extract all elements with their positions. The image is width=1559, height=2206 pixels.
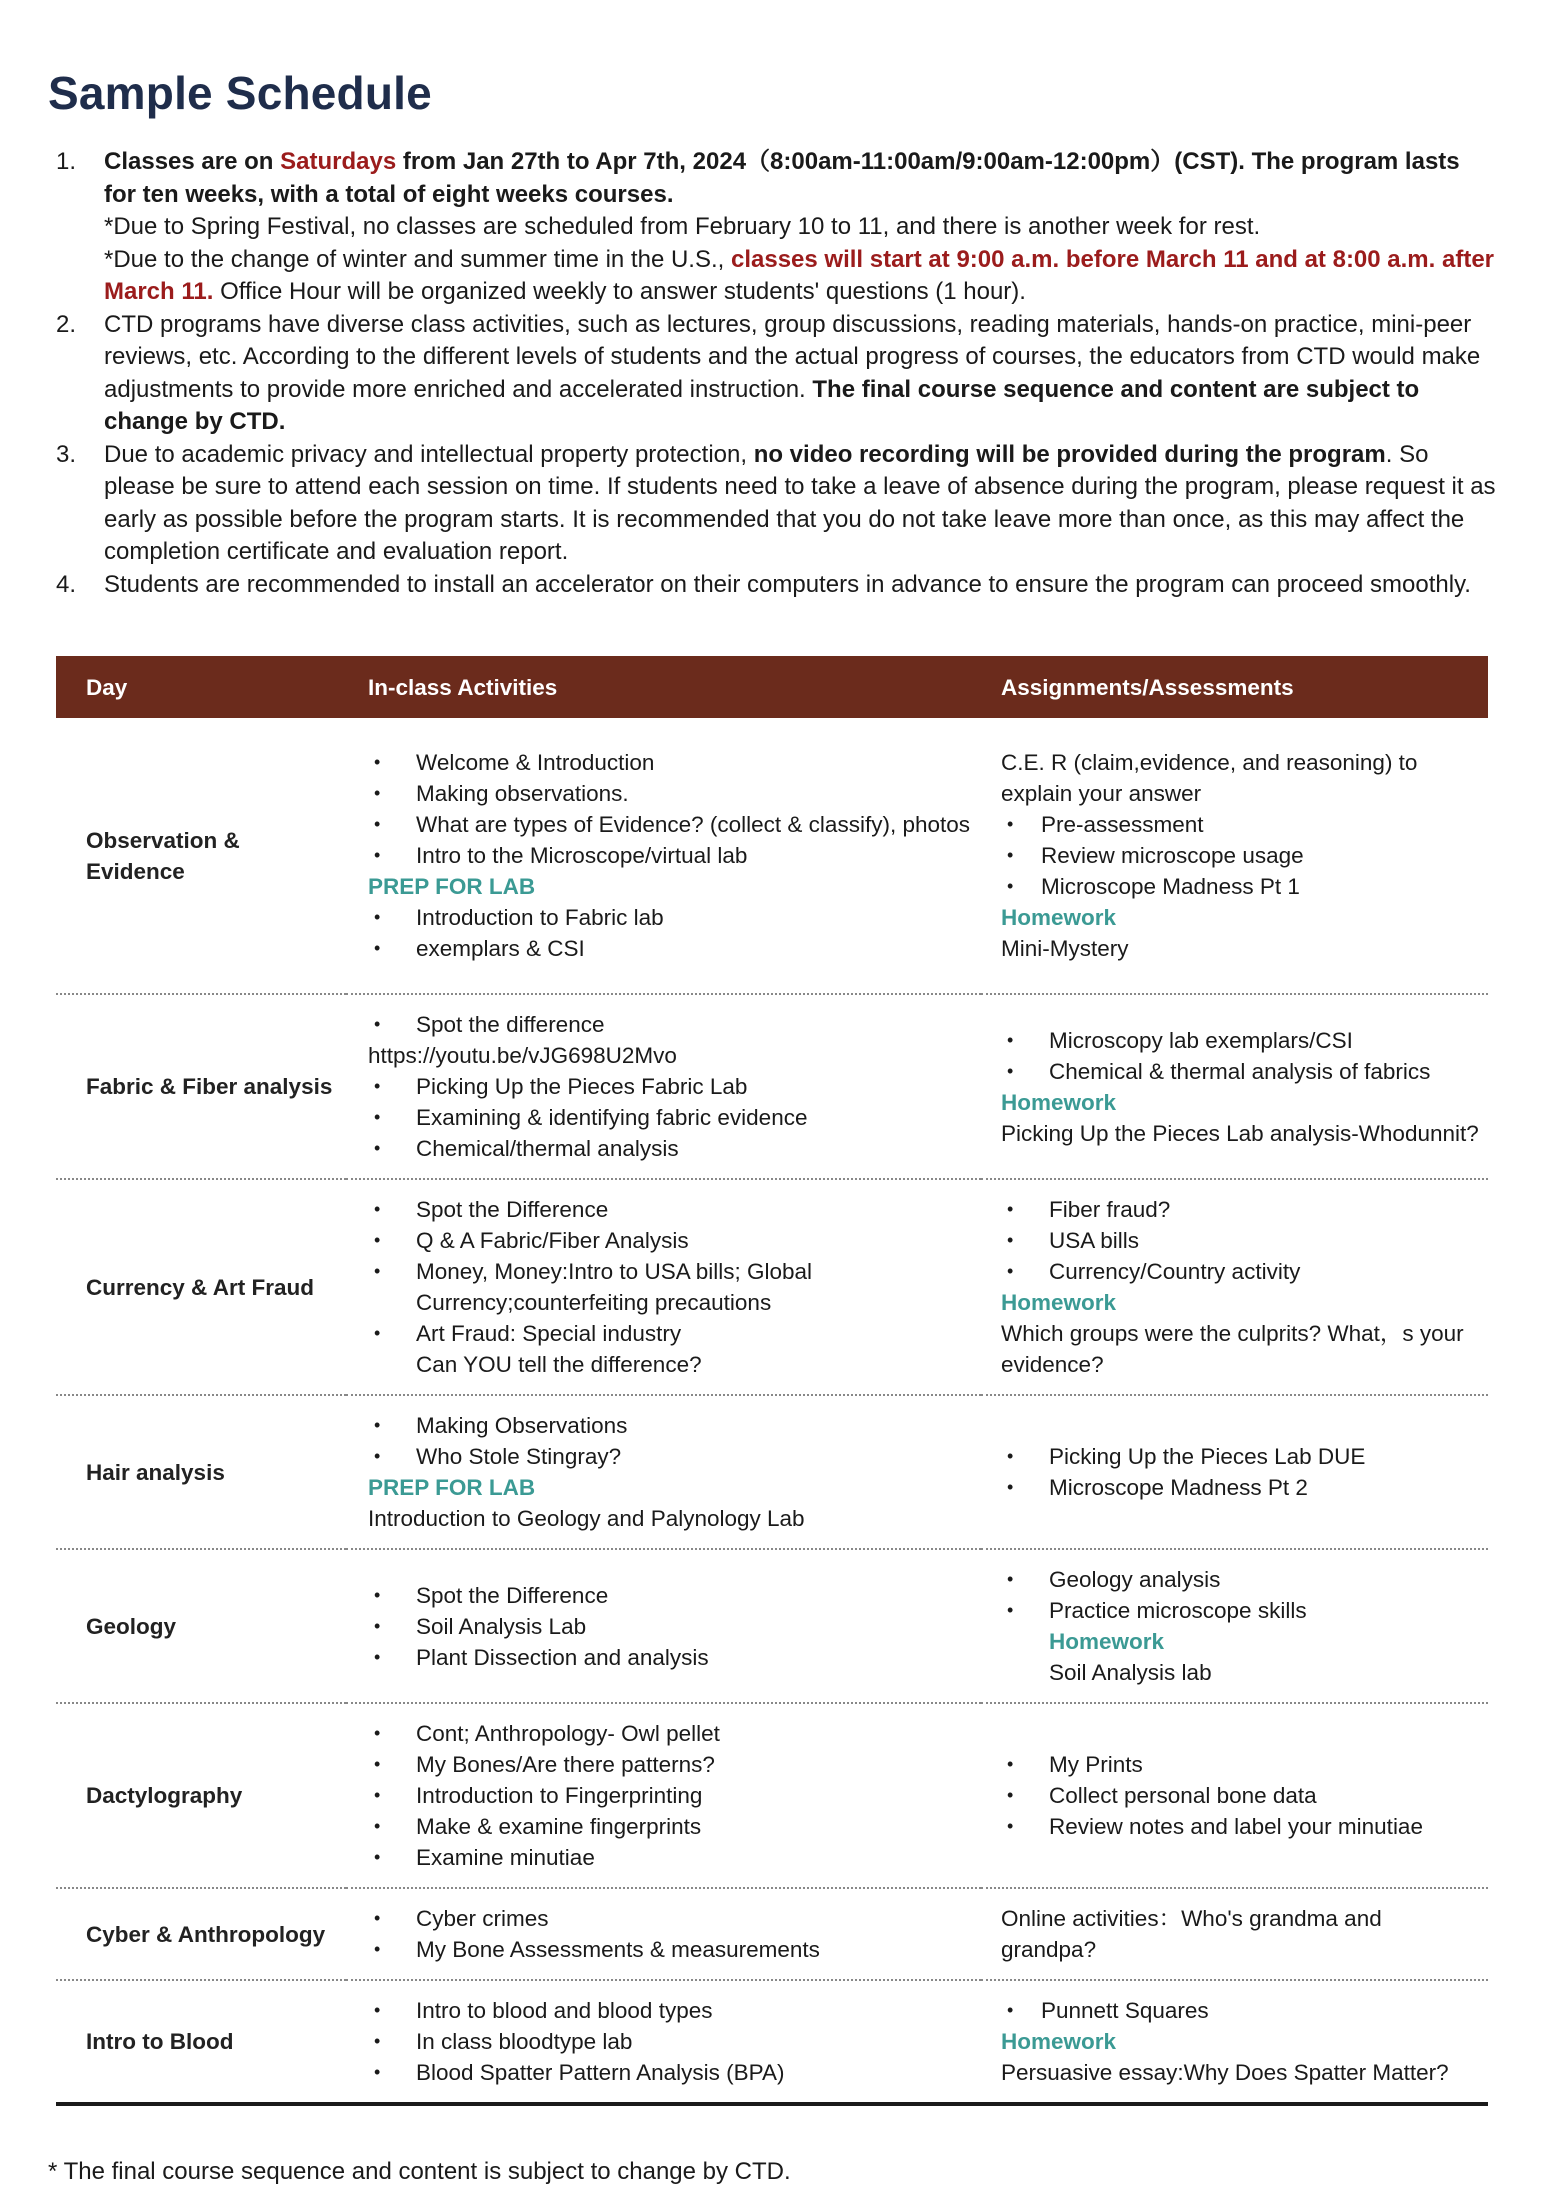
page-title: Sample Schedule [48,67,432,119]
list-item: • Plant Dissection and analysis [368,1642,973,1673]
day-cell [56,1179,346,1395]
activity-continuation: Can YOU tell the difference? [416,1352,702,1377]
note-1-saturdays: Saturdays [280,148,397,175]
day-label: Dactylography [86,1783,243,1808]
list-item: • In class bloodtype lab [368,2026,973,2057]
homework-label: Homework [1001,905,1117,930]
table-row [56,1395,1488,1549]
note-number: 4. [56,570,77,598]
assignment-list [1001,1025,1480,1087]
activity-text: Introduction to Geology and Palynology Lab [368,1506,805,1531]
activities-cell [346,1549,981,1703]
video-link[interactable]: https://youtu.be/vJG698U2Mvo [368,1043,677,1068]
list-item: • Cont; Anthropology- Owl pellet [368,1718,973,1749]
list-item: • Pre-assessment [1001,809,1480,840]
table-row [56,718,1488,994]
assignments-cell [981,1980,1488,2104]
table-row [56,1179,1488,1395]
table-row [56,1549,1488,1703]
homework-text: Which groups were the culprits? What，s your evidence? [1001,1321,1464,1377]
list-item: • Examining & identifying fabric evidence [368,1102,973,1133]
day-label: Cyber & Anthropology [86,1921,326,1947]
list-item: • Spot the Difference [368,1580,973,1611]
list-item: • Making Observations [368,1410,973,1441]
homework-label: Homework [1001,2029,1117,2054]
note-3 [56,439,1496,569]
activity-list [368,1071,973,1164]
assignment-list [1001,1749,1480,1842]
list-item: • Art Fraud: Special industry [368,1318,973,1349]
note-2 [56,309,1496,439]
day-label: Hair analysis [86,1459,225,1485]
list-item: • Examine minutiae [368,1842,973,1873]
list-item: • Punnett Squares [1001,1995,1480,2026]
schedule-table [56,656,1488,2106]
homework-label: Homework [1049,1629,1165,1654]
note-4-text-a: Students are recommended to install an accelerator on their computers in advance to ensure the program can proceed smoothly. [104,570,1471,598]
list-item: • Collect personal bone data [1001,1780,1480,1811]
list-item: • Chemical/thermal analysis [368,1133,973,1164]
header-day: Day [56,656,346,718]
list-item: • Introduction to Fabric lab [368,902,973,933]
list-item: • Cyber crimes [368,1903,973,1934]
day-label: Fabric & Fiber analysis [86,1074,333,1099]
assignment-intro: C.E. R (claim,evidence, and reasoning) to explain your answer [1001,750,1418,806]
day-cell [56,1395,346,1549]
list-item: • Spot the difference [368,1009,973,1040]
activities-cell [346,718,981,994]
activity-list [368,902,973,964]
activities-cell [346,994,981,1179]
activities-cell [346,1395,981,1549]
list-item: • USA bills [1001,1225,1480,1256]
list-item: • My Bone Assessments & measurements [368,1934,973,1965]
list-item: • Review notes and label your minutiae [1001,1811,1480,1842]
list-item: • Making observations. [368,778,973,809]
homework-label: Homework [1001,1290,1117,1315]
activity-list [368,1009,973,1040]
assignment-list [1001,1995,1480,2026]
list-item: • Money, Money:Intro to USA bills; Global Currency;counterfeiting precautions [368,1256,973,1318]
activity-list [368,1903,973,1965]
assignment-list [1001,1194,1480,1287]
list-item: • Q & A Fabric/Fiber Analysis [368,1225,973,1256]
table-header-row [56,656,1488,718]
notes-list [56,146,1496,601]
header-activities: In-class Activities [346,656,981,718]
list-item: • Microscopy lab exemplars/CSI [1001,1025,1480,1056]
footnote: * The final course sequence and content is subject to change by CTD. [48,2158,791,2185]
list-item: • Fiber fraud? [1001,1194,1480,1225]
note-1-text-c: from Jan 27th to Apr 7th, 2024（8:00am-11:00am/9:00am-12:00pm）(CST). The program lasts for ten weeks, with a total of eight weeks courses. [104,148,1460,208]
activity-list [368,1995,973,2088]
day-cell [56,718,346,994]
assignments-cell [981,1888,1488,1980]
note-2-text-b: The final course sequence and content are subject to change by CTD. [104,375,1420,435]
list-item: • Blood Spatter Pattern Analysis (BPA) [368,2057,973,2088]
note-1-text-a: Classes are on [104,148,281,175]
list-item: • Geology analysis [1001,1564,1480,1595]
day-label: Geology [86,1613,177,1639]
assignments-cell [981,1703,1488,1888]
list-item: • Welcome & Introduction [368,747,973,778]
list-item: • Chemical & thermal analysis of fabrics [1001,1056,1480,1087]
day-cell [56,1703,346,1888]
activities-cell [346,1179,981,1395]
note-number: 3. [56,440,77,468]
assignments-cell [981,718,1488,994]
list-item: • Make & examine fingerprints [368,1811,973,1842]
day-label: Observation & Evidence [86,827,240,884]
list-item: • Intro to blood and blood types [368,1995,973,2026]
list-item: • Intro to the Microscope/virtual lab [368,840,973,871]
day-label: Intro to Blood [86,2029,234,2054]
list-item: • Introduction to Fingerprinting [368,1780,973,1811]
assignments-cell [981,994,1488,1179]
activities-cell [346,1888,981,1980]
activity-list [368,747,973,871]
list-item: • Microscope Madness Pt 1 [1001,871,1480,902]
note-1-time-change: *Due to the change of winter and summer time in the U.S., [104,245,731,273]
activities-cell [346,1703,981,1888]
day-label: Currency & Art Fraud [86,1274,314,1300]
prep-for-lab-label: PREP FOR LAB [368,874,536,899]
list-item: • Practice microscope skills [1001,1595,1480,1626]
note-1 [56,146,1496,309]
assignment-intro: Online activities：Who's grandma and grandpa? [1001,1906,1382,1962]
activity-list [368,1194,973,1349]
note-1-office-hour: Office Hour will be organized weekly to answer students' questions (1 hour). [213,278,1026,305]
note-number: 2. [56,310,77,338]
note-4 [56,569,1496,602]
note-1-spring-festival: *Due to Spring Festival, no classes are scheduled from February 10 to 11, and there is another week for rest. [104,213,1261,240]
assignment-list [1001,809,1480,902]
assignment-list [1001,1441,1480,1503]
list-item: • Spot the Difference [368,1194,973,1225]
day-cell [56,1549,346,1703]
homework-text: Mini-Mystery [1001,936,1129,961]
list-item: • Picking Up the Pieces Fabric Lab [368,1071,973,1102]
note-1-start-times: classes will start at 9:00 a.m. before March 11 and at 8:00 a.m. after March 11. [104,245,1495,305]
assignment-list [1001,1564,1480,1626]
activity-list [368,1718,973,1873]
list-item: • Who Stole Stingray? [368,1441,973,1472]
assignments-cell [981,1179,1488,1395]
note-3-text-a: Due to academic privacy and intellectual property protection, [104,440,754,468]
table-row [56,1980,1488,2104]
note-3-text-c: . So please be sure to attend each session on time. If students need to take a leave of absence during the program, please request it as early as possible before the program starts. It is recommended that you do not take leave more than once, as this may affect the completion certificate and evaluation report. [104,440,1496,565]
activities-cell [346,1980,981,2104]
list-item: • Picking Up the Pieces Lab DUE [1001,1441,1480,1472]
table-row [56,1888,1488,1980]
table-row [56,1703,1488,1888]
day-cell [56,1980,346,2104]
activity-list [368,1580,973,1673]
list-item: • My Prints [1001,1749,1480,1780]
list-item: • exemplars & CSI [368,933,973,964]
assignments-cell [981,1549,1488,1703]
list-item: • Soil Analysis Lab [368,1611,973,1642]
day-cell [56,1888,346,1980]
homework-label: Homework [1001,1089,1117,1115]
homework-text: Persuasive essay:Why Does Spatter Matter? [1001,2060,1449,2085]
note-number: 1. [56,148,77,175]
list-item: • My Bones/Are there patterns? [368,1749,973,1780]
list-item: • Review microscope usage [1001,840,1480,871]
list-item: • What are types of Evidence? (collect & classify), photos [368,809,973,840]
list-item: • Microscope Madness Pt 2 [1001,1472,1480,1503]
note-3-text-b: no video recording will be provided during the program [753,440,1386,468]
homework-text: Soil Analysis lab [1049,1660,1212,1685]
day-cell [56,994,346,1179]
activity-list [368,1410,973,1472]
assignments-cell [981,1395,1488,1549]
homework-text: Picking Up the Pieces Lab analysis-Whodunnit? [1001,1120,1479,1146]
note-2-text-a: CTD programs have diverse class activities, such as lectures, group discussions, reading materials, hands-on practice, mini-peer reviews, etc. According to the different levels of students and the actual progress of courses, the educators from CTD would make adjustments to provide more enriched and accelerated instruction. [104,310,1481,403]
table-row [56,994,1488,1179]
list-item: • Currency/Country activity [1001,1256,1480,1287]
prep-for-lab-label: PREP FOR LAB [368,1475,536,1500]
header-assignments: Assignments/Assessments [981,656,1488,718]
